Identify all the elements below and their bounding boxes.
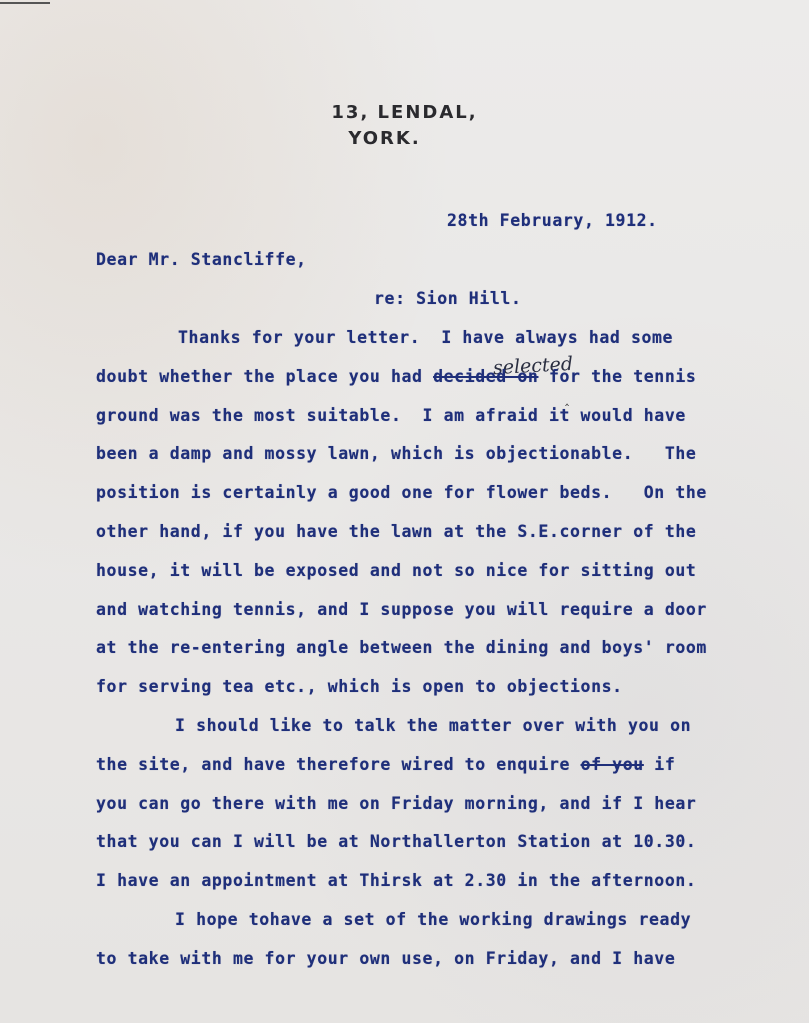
body-line	[178, 328, 673, 347]
body-text: for the tennis	[538, 366, 697, 386]
letterhead-address-line: 13, LENDAL,	[331, 102, 478, 123]
handwritten-correction: selected	[492, 352, 574, 380]
insertion-caret: ‸	[565, 392, 570, 406]
body-text: to take with me for your own use, on Friday, and I have	[96, 948, 676, 968]
body-text: Thanks for your letter. I have always had some	[178, 328, 674, 347]
body-text: for serving tea etc., which is open to objections.	[96, 677, 623, 697]
body-text: doubt whether the place you had	[96, 366, 434, 386]
body-line	[96, 638, 707, 657]
body-text: house, it will be exposed and not so nice for sitting out	[96, 560, 697, 580]
body-line	[96, 871, 696, 890]
body-line	[96, 794, 696, 813]
letter-date: 28th February, 1912.	[447, 211, 658, 230]
body-text: ground was the most suitable. I am afraid it would have	[96, 405, 686, 425]
body-text: if	[643, 754, 676, 774]
letterhead-city-line: YORK.	[348, 128, 421, 149]
letterhead	[0, 100, 809, 152]
body-line	[175, 716, 691, 735]
body-text: at the re-entering angle between the dining and boys' room	[96, 638, 707, 658]
corner-mark	[0, 2, 50, 4]
body-text: that you can I will be at Northallerton Station at 10.30.	[96, 832, 697, 852]
body-line	[175, 910, 691, 929]
body-line	[96, 677, 623, 696]
body-text: you can go there with me on Friday morning, and if I hear	[96, 793, 697, 813]
body-line	[96, 367, 696, 386]
body-text: I hope tohave a set of the working drawings ready	[175, 910, 692, 929]
body-text: the site, and have therefore wired to enquire	[96, 754, 581, 774]
body-text: and watching tennis, and I suppose you will require a door	[96, 599, 707, 619]
salutation: Dear Mr. Stancliffe,	[96, 250, 307, 269]
subject-line: re: Sion Hill.	[374, 289, 522, 308]
body-line	[96, 444, 696, 463]
body-text: I have an appointment at Thirsk at 2.30 in the afternoon.	[96, 871, 697, 891]
body-line	[96, 949, 675, 968]
body-line	[96, 755, 675, 774]
body-line	[96, 561, 696, 580]
body-text: position is certainly a good one for flower beds. On the	[96, 483, 707, 503]
body-line	[96, 832, 696, 851]
struck-text: decided on	[433, 366, 539, 386]
body-text: been a damp and mossy lawn, which is objectionable. The	[96, 444, 697, 464]
body-text: I should like to talk the matter over with you on	[175, 716, 692, 735]
body-line	[96, 406, 686, 425]
body-line	[96, 483, 707, 502]
body-line	[96, 600, 707, 619]
body-text: other hand, if you have the lawn at the S.E.corner of the	[96, 522, 697, 541]
body-line	[96, 522, 696, 541]
struck-text: of you	[580, 754, 644, 774]
